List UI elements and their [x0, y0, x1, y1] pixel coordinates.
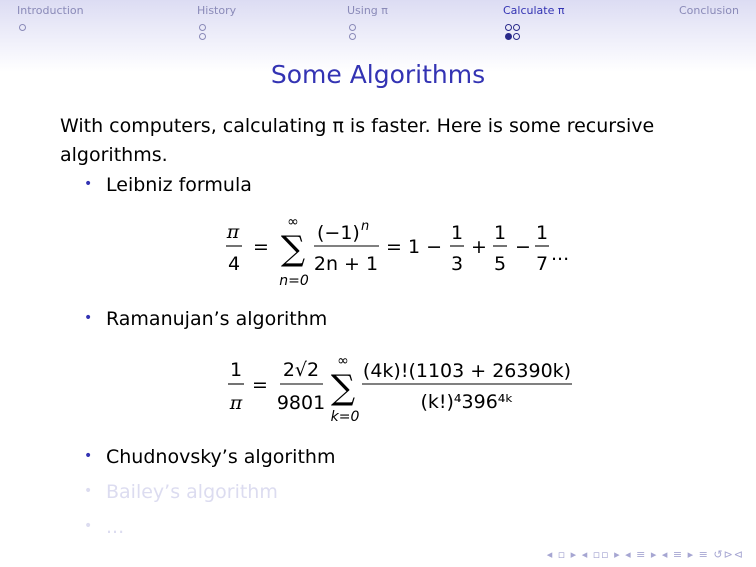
- slide-dot[interactable]: [513, 24, 520, 31]
- lhs-numerator: 1: [229, 359, 243, 381]
- bullet-marker: •: [84, 448, 93, 464]
- bullet-label: Bailey’s algorithm: [106, 481, 278, 503]
- sum-lower-limit: n=0: [279, 273, 309, 289]
- nav-section-label: Conclusion: [679, 4, 739, 17]
- bullet-ellipsis: [84, 516, 124, 538]
- equals-sign: =: [253, 236, 269, 258]
- frac2-denominator: 5: [493, 253, 507, 275]
- lhs-numerator: π: [226, 221, 240, 243]
- bullet-marker: •: [84, 483, 93, 499]
- bullet-marker: •: [84, 518, 93, 534]
- coefficient-denominator: 9801: [276, 392, 326, 414]
- bullet-marker: •: [84, 310, 93, 326]
- bullet-ramanujan: [84, 308, 327, 330]
- nav-section-history[interactable]: [197, 4, 236, 17]
- minus-sign: −: [515, 236, 531, 258]
- slide-dot[interactable]: [505, 24, 512, 31]
- term-denominator: (k!)⁴396⁴ᵏ: [420, 391, 514, 413]
- frac1-denominator: 3: [450, 253, 464, 275]
- slide-dot[interactable]: [513, 33, 520, 40]
- bullet-chudnovsky: [84, 446, 335, 468]
- summation-symbol: ∑: [330, 368, 356, 408]
- slide-dot[interactable]: [199, 33, 206, 40]
- nav-section-calculate-pi[interactable]: [503, 4, 565, 17]
- nav-section-using-pi[interactable]: [347, 4, 388, 17]
- lhs-denominator: 4: [227, 253, 241, 275]
- term-numerator: (4k)!(1103 + 26390k): [362, 360, 572, 382]
- equals-sign: =: [252, 374, 268, 396]
- plus-sign: +: [471, 236, 487, 258]
- nav-section-conclusion[interactable]: [679, 4, 739, 17]
- beamer-navigation-symbols[interactable]: ◂ ▫ ▸ ◂ ▫▫ ▸ ◂ ≡ ▸ ◂ ≡ ▸ ≡ ↺⊳⊲: [546, 548, 744, 561]
- nav-section-label: Using π: [347, 4, 388, 17]
- nav-section-label: Calculate π: [503, 4, 565, 17]
- nav-section-label: Introduction: [17, 4, 84, 17]
- bullet-label: Ramanujan’s algorithm: [106, 308, 328, 330]
- frac3-denominator: 7: [535, 253, 549, 275]
- sum-lower-limit: k=0: [330, 409, 360, 425]
- term-denominator: 2n + 1: [313, 253, 379, 275]
- bullet-marker: •: [84, 176, 93, 192]
- ellipsis: ...: [551, 243, 570, 265]
- nav-section-label: History: [197, 4, 237, 17]
- sum-upper-limit: ∞: [337, 353, 349, 369]
- bullet-label: Leibniz formula: [106, 174, 252, 196]
- frac2-numerator: 1: [493, 222, 507, 244]
- bullet-leibniz: [84, 174, 252, 196]
- frac3-numerator: 1: [535, 222, 549, 244]
- summation-symbol: ∑: [280, 229, 306, 269]
- current-slide-dot[interactable]: [505, 33, 512, 40]
- slide-dot[interactable]: [19, 24, 26, 31]
- bullet-bailey: [84, 481, 278, 503]
- term-numerator-exponent: n: [361, 219, 370, 234]
- lhs-denominator: π: [229, 392, 243, 414]
- slide-dot[interactable]: [349, 24, 356, 31]
- leibniz-formula: [225, 212, 585, 292]
- ramanujan-formula: [225, 349, 585, 429]
- slide-dot[interactable]: [349, 33, 356, 40]
- nav-section-introduction[interactable]: [17, 4, 84, 17]
- frame-title: Some Algorithms: [270, 60, 486, 89]
- coefficient-numerator: 2√2: [282, 359, 320, 381]
- frac1-numerator: 1: [450, 222, 464, 244]
- bullet-label: Chudnovsky’s algorithm: [106, 446, 336, 468]
- term-numerator: (−1): [317, 222, 360, 244]
- equals-one-minus: = 1 −: [386, 236, 443, 258]
- bullet-label: ...: [106, 516, 125, 538]
- intro-paragraph: With computers, calculating π is faster. Here is some recursive algorithms.: [60, 115, 655, 166]
- sum-upper-limit: ∞: [287, 214, 299, 230]
- slide-dot[interactable]: [199, 24, 206, 31]
